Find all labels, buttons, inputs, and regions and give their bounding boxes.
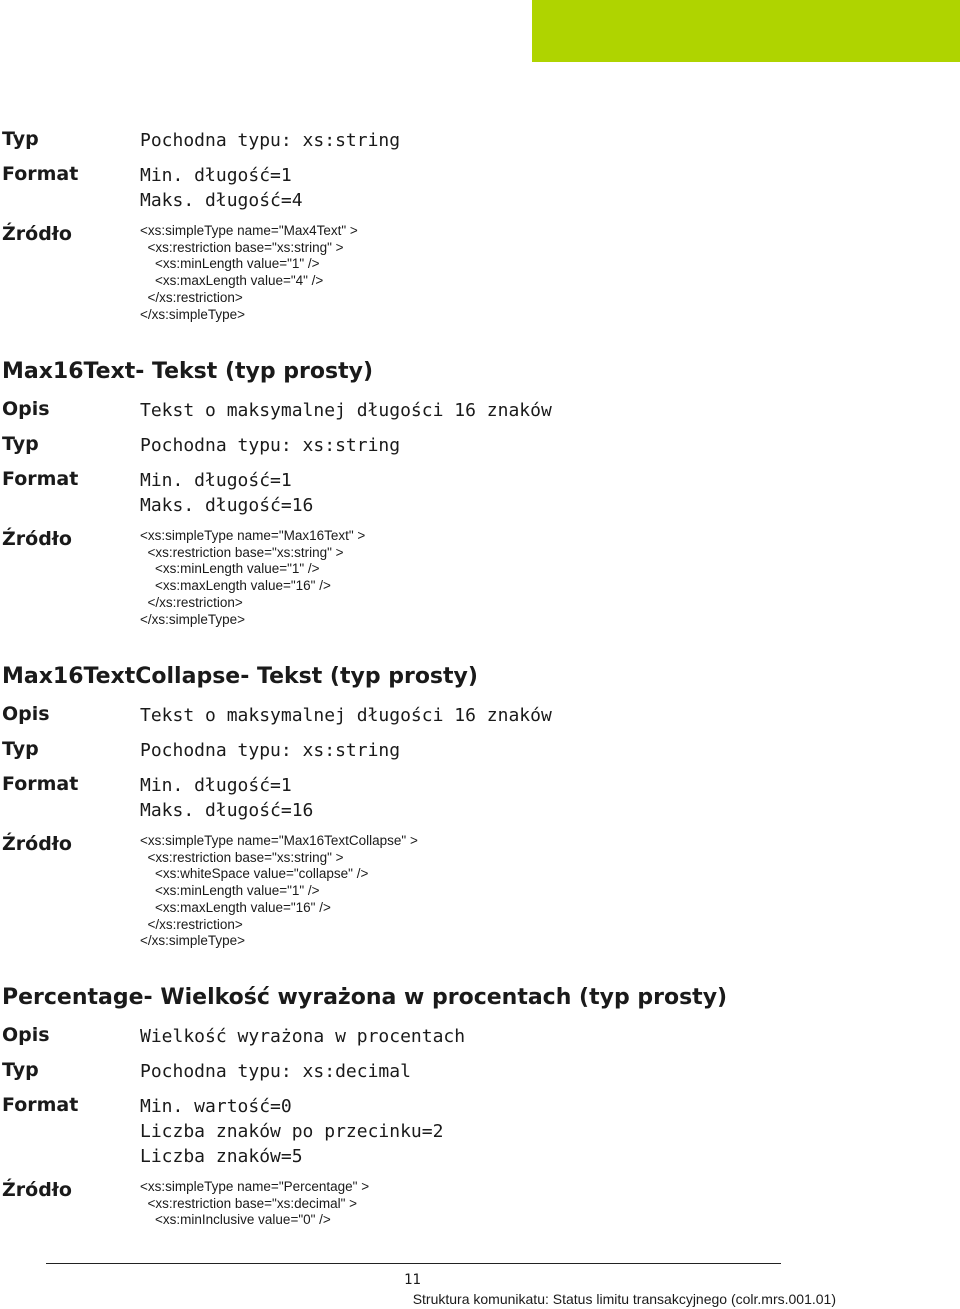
typ-value: Pochodna typu: xs:string: [140, 130, 401, 151]
page-number: 11: [404, 1272, 421, 1288]
source-code: <xs:simpleType name="Max16Text" > <xs:restriction base="xs:string" > <xs:minLength value="1" /> <xs:maxLength value="16" /> </xs:restriction> </xs:simpleType>: [140, 528, 366, 627]
opis-value: Tekst o maksymalnej długości 16 znaków: [140, 400, 552, 421]
opis-label: Opis: [2, 703, 50, 725]
format-value: Min. wartość=0 Liczba znaków po przecinku=2 Liczba znaków=5: [140, 1096, 444, 1167]
typ-label: Typ: [2, 128, 39, 150]
section-title-max16text: Max16Text- Tekst (typ prosty): [2, 359, 373, 384]
source-label: Źródło: [2, 833, 72, 855]
header-accent-block: [532, 0, 960, 62]
format-label: Format: [2, 163, 79, 185]
format-label: Format: [2, 1094, 79, 1116]
footer-divider: [46, 1263, 781, 1264]
format-label: Format: [2, 773, 79, 795]
source-code: <xs:simpleType name="Max16TextCollapse" > <xs:restriction base="xs:string" > <xs:whiteSpace value="collapse" /> <xs:minLength value="1" /> <xs:maxLength value="16" /> </xs:restriction> </xs:simpleType>: [140, 833, 418, 949]
source-label: Źródło: [2, 1179, 72, 1201]
source-label: Źródło: [2, 528, 72, 550]
typ-value: Pochodna typu: xs:string: [140, 740, 401, 761]
typ-label: Typ: [2, 738, 39, 760]
format-label: Format: [2, 468, 79, 490]
opis-value: Wielkość wyrażona w procentach: [140, 1026, 466, 1047]
format-value: Min. długość=1 Maks. długość=16: [140, 775, 314, 821]
section-title-max16textcollapse: Max16TextCollapse- Tekst (typ prosty): [2, 664, 478, 689]
source-label: Źródło: [2, 223, 72, 245]
opis-label: Opis: [2, 1024, 50, 1046]
source-code: <xs:simpleType name="Percentage" > <xs:restriction base="xs:decimal" > <xs:minInclusive value="0" />: [140, 1179, 370, 1228]
typ-value: Pochodna typu: xs:decimal: [140, 1061, 411, 1082]
opis-value: Tekst o maksymalnej długości 16 znaków: [140, 705, 552, 726]
typ-value: Pochodna typu: xs:string: [140, 435, 401, 456]
typ-label: Typ: [2, 1059, 39, 1081]
format-value: Min. długość=1 Maks. długość=16: [140, 470, 314, 516]
typ-label: Typ: [2, 433, 39, 455]
source-code: <xs:simpleType name="Max4Text" > <xs:restriction base="xs:string" > <xs:minLength value="1" /> <xs:maxLength value="4" /> </xs:restriction> </xs:simpleType>: [140, 223, 358, 322]
opis-label: Opis: [2, 398, 50, 420]
format-value: Min. długość=1 Maks. długość=4: [140, 165, 303, 211]
footer-document-title: Struktura komunikatu: Status limitu transakcyjnego (colr.mrs.001.01): [412, 1291, 836, 1307]
section-title-percentage: Percentage- Wielkość wyrażona w procentach (typ prosty): [2, 985, 728, 1010]
